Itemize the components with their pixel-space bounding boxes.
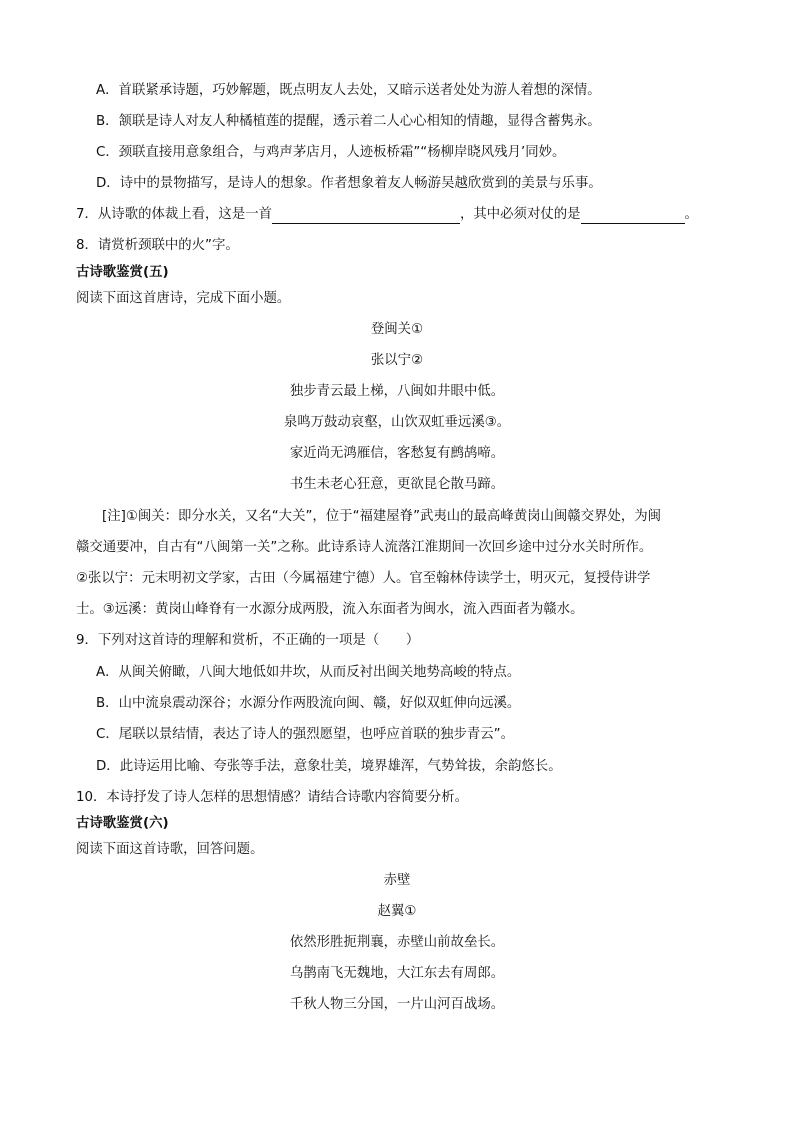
q9-option-c: C．尾联以景结情，表达了诗人的强烈愿望，也呼应首联的独步青云”。 [96,727,515,742]
poem-line: 依然形胜扼荆襄，赤壁山前故垒长。 [289,935,505,950]
question-10: 10．本诗抒发了诗人怎样的思想情感？请结合诗歌内容简要分析。 [76,790,468,805]
answer-blank-2[interactable] [581,208,685,224]
question-7-prefix: 7．从诗歌的体裁上看，这是一首 [76,207,272,222]
poem-line: 书生未老心狂意，更欲昆仑散马蹄。 [289,477,505,492]
answer-blank-1[interactable] [272,208,460,224]
q9-option-d: D．此诗运用比喻、夸张等手法，意象壮美，境界雄浑，气势耸拔，余韵悠长。 [96,759,562,774]
question-7 [76,206,698,224]
question-7-suffix: 。 [684,207,698,222]
section-5-instruction: 阅读下面这首唐诗，完成下面小题。 [76,291,291,306]
poem-line: 泉鸣万鼓动哀壑，山饮双虹垂远溪③。 [283,415,511,430]
poem-line: 家近尚无鸿雁信，客愁复有鹧鸪啼。 [289,446,505,461]
option-c: C．颈联直接用意象组合，与鸡声茅店月，人迹板桥霜”“杨柳岸晓风残月’同妙。 [96,145,566,160]
poem-line: 独步青云最上梯，八闽如井眼中低。 [289,384,505,399]
option-b: B．颔联是诗人对友人种橘植莲的提醒，透示着二人心心相知的情趣，显得含蓄隽永。 [96,114,601,129]
note-line: 赣交通要冲，自古有“八闽第一关”之称。此诗系诗人流落江淮期间一次回乡途中过分水关时所作。 [76,540,653,555]
section-5-heading: 古诗歌鉴赏(五) [76,265,169,280]
poem-line: 乌鹊南飞无魏地，大江东去有周郎。 [289,966,505,981]
note-line: 士。③远溪：黄岗山峰脊有一水源分成两股，流入东面者为闽水，流入西面者为赣水。 [76,602,584,617]
question-8: 8．请赏析颈联中的火”字。 [76,238,239,253]
question-9: 9．下列对这首诗的理解和赏析，不正确的一项是（ ） [76,633,420,648]
poem-line: 千秋人物三分国，一片山河百战场。 [289,997,505,1012]
section-6-heading: 古诗歌鉴赏(六) [76,816,169,831]
poem-author: 张以宁② [370,353,424,368]
q9-option-b: B．山中流泉震动深谷；水源分作两股流向闽、赣，好似双虹伸向远溪。 [96,696,521,711]
option-a: A．首联紧承诗题，巧妙解题，既点明友人去处，又暗示送者处处为游人着想的深情。 [96,83,601,98]
poem-title: 赤壁 [383,873,411,888]
section-6-instruction: 阅读下面这首诗歌，回答问题。 [76,842,264,857]
note-line: [注]①闽关：即分水关，又名“大关”，位于“福建屋脊”武夷山的最高峰黄岗山闽赣交界处，为闽 [102,509,662,524]
question-7-middle: ，其中必须对仗的是 [460,207,581,222]
poem-author: 赵翼① [377,904,417,919]
q9-option-a: A．从闽关俯瞰，八闽大地低如井坎，从而反衬出闽关地势高峻的特点。 [96,665,521,680]
option-d: D．诗中的景物描写，是诗人的想象。作者想象着友人畅游吴越欣赏到的美景与乐事。 [96,176,602,191]
note-line: ②张以宁：元末明初文学家，古田（今属福建宁德）人。官至翰林侍读学士，明灭元，复授侍讲学 [76,571,651,586]
poem-title: 登闽关① [370,322,424,337]
